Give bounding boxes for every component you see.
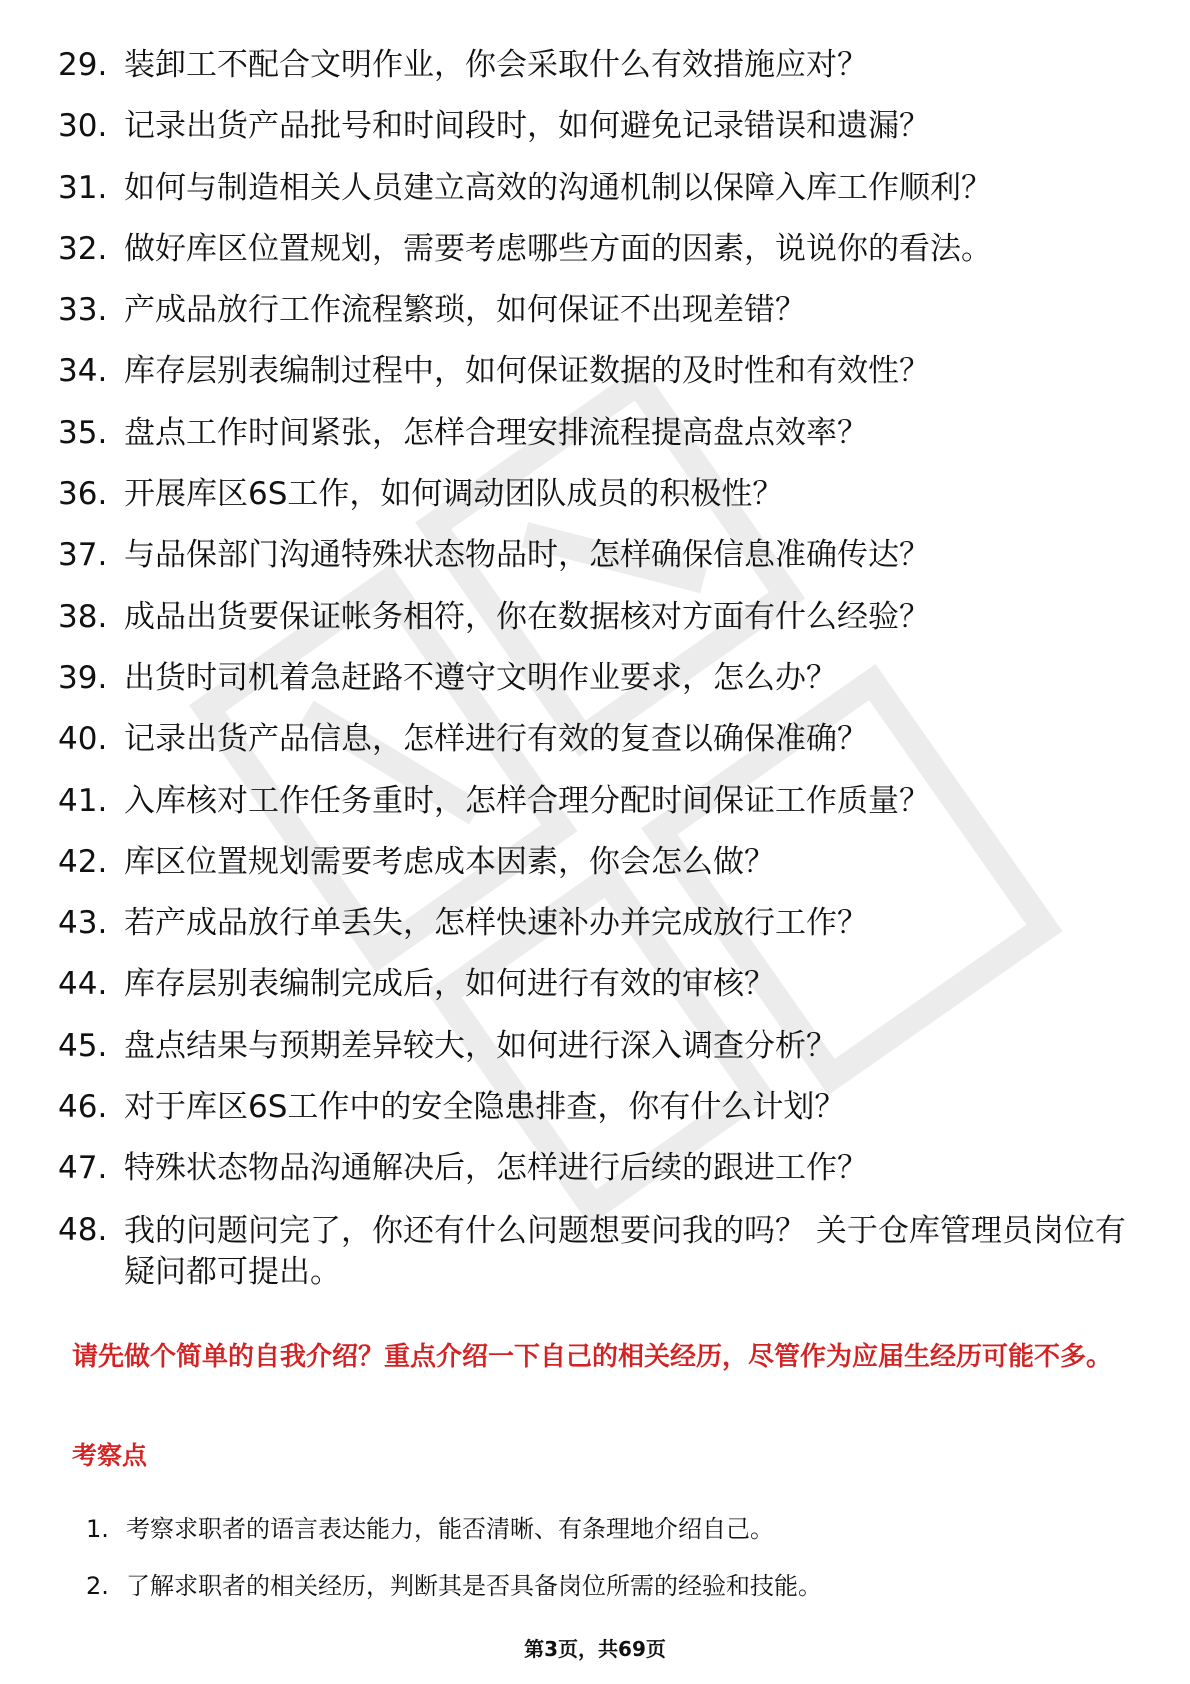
assessment-point [86, 1513, 822, 1545]
interview-prompt: 请先做个简单的自我介绍？重点介绍一下自己的相关经历，尽管作为应届生经历可能不多。 [72, 1342, 1113, 1372]
question-number: 43. [58, 905, 108, 942]
question-number: 36. [58, 476, 108, 513]
question-item [58, 352, 1138, 390]
section-title: 考察点 [72, 1441, 148, 1470]
question-text: 记录出货产品批号和时间段时，如何避免记录错误和遗漏？ [124, 108, 930, 145]
question-number: 48. [58, 1211, 108, 1248]
question-text: 与品保部门沟通特殊状态物品时，怎样确保信息准确传达？ [124, 537, 930, 574]
question-item [58, 843, 1138, 881]
question-text: 特殊状态物品沟通解决后，怎样进行后续的跟进工作？ [124, 1150, 868, 1187]
point-text: 考察求职者的语言表达能力，能否清晰、有条理地介绍自己。 [126, 1515, 774, 1543]
question-item [58, 291, 1138, 329]
question-text: 盘点结果与预期差异较大，如何进行深入调查分析？ [124, 1027, 837, 1064]
question-number: 31. [58, 169, 108, 206]
question-list [58, 46, 1138, 1316]
question-number: 44. [58, 966, 108, 1003]
question-text: 如何与制造相关人员建立高效的沟通机制以保障入库工作顺利？ [124, 169, 992, 206]
question-item [58, 107, 1138, 145]
question-item [58, 1027, 1138, 1065]
assessment-point [86, 1570, 822, 1602]
question-text: 库存层别表编制过程中，如何保证数据的及时性和有效性？ [124, 353, 930, 390]
question-item [58, 230, 1138, 268]
question-number: 38. [58, 598, 108, 635]
question-number: 45. [58, 1027, 108, 1064]
question-item [58, 1088, 1138, 1126]
assessment-points [86, 1513, 822, 1627]
question-text: 若产成品放行单丢失，怎样快速补办并完成放行工作？ [124, 905, 868, 942]
point-text: 了解求职者的相关经历，判断其是否具备岗位所需的经验和技能。 [126, 1572, 822, 1600]
question-number: 37. [58, 537, 108, 574]
question-item [58, 1149, 1138, 1187]
question-text: 产成品放行工作流程繁琐，如何保证不出现差错？ [124, 292, 806, 329]
question-item [58, 475, 1138, 513]
question-text: 库存层别表编制完成后，如何进行有效的审核？ [124, 966, 775, 1003]
question-item [58, 536, 1138, 574]
question-number: 47. [58, 1150, 108, 1187]
question-number: 30. [58, 108, 108, 145]
question-text: 入库核对工作任务重时，怎样合理分配时间保证工作质量？ [124, 782, 930, 819]
question-number: 41. [58, 782, 108, 819]
question-number: 34. [58, 353, 108, 390]
question-text: 对于库区6S工作中的安全隐患排查，你有什么计划？ [124, 1089, 846, 1126]
question-number: 39. [58, 659, 108, 696]
question-text: 装卸工不配合文明作业，你会采取什么有效措施应对？ [124, 47, 868, 83]
point-number: 2. [86, 1572, 109, 1600]
question-text: 我的问题问完了，你还有什么问题想要问我的吗？ 关于仓库管理员岗位有疑问都可提出。 [124, 1212, 1126, 1290]
question-item [58, 598, 1138, 636]
question-text: 盘点工作时间紧张，怎样合理安排流程提高盘点效率？ [124, 414, 868, 451]
question-item [58, 169, 1138, 207]
question-number: 46. [58, 1089, 108, 1126]
question-item [58, 904, 1138, 942]
question-item [58, 659, 1138, 697]
question-text: 开展库区6S工作，如何调动团队成员的积极性？ [124, 476, 784, 513]
question-text: 成品出货要保证帐务相符，你在数据核对方面有什么经验？ [124, 598, 930, 635]
question-number: 40. [58, 721, 108, 758]
question-number: 32. [58, 230, 108, 267]
question-item [58, 414, 1138, 452]
question-text: 库区位置规划需要考虑成本因素，你会怎么做？ [124, 843, 775, 880]
question-item [58, 782, 1138, 820]
point-number: 1. [86, 1515, 109, 1543]
question-item [58, 46, 1138, 84]
question-text: 出货时司机着急赶路不遵守文明作业要求，怎么办？ [124, 659, 837, 696]
question-number: 35. [58, 414, 108, 451]
question-text: 记录出货产品信息，怎样进行有效的复查以确保准确？ [124, 721, 868, 758]
question-item [58, 965, 1138, 1003]
question-number: 33. [58, 292, 108, 329]
question-item [58, 1211, 1138, 1293]
question-item [58, 720, 1138, 758]
question-number: 29. [58, 47, 108, 83]
page-footer: 第3页，共69页 [524, 1637, 666, 1661]
question-text: 做好库区位置规划，需要考虑哪些方面的因素，说说你的看法。 [124, 230, 992, 267]
question-number: 42. [58, 843, 108, 880]
